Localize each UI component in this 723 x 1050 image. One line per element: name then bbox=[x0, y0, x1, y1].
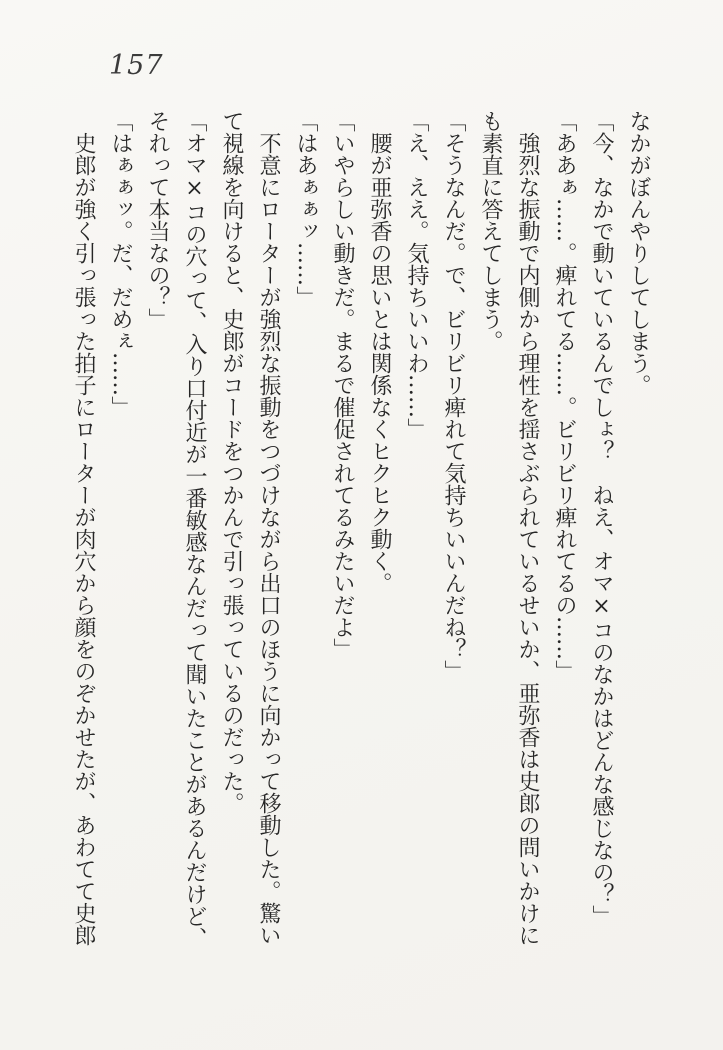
text-column: て視線を向けると、史郎がコードをつかんで引っ張っているのだった。 bbox=[219, 110, 244, 814]
text-column: 史郎が強く引っ張った拍子にローターが肉穴から顔をのぞかせたが、あわてて史郎 bbox=[71, 110, 96, 946]
text-column: 「そうなんだ。で、ビリビリ痺れて気持ちいいんだね？」 bbox=[441, 110, 466, 682]
text-column: も素直に答えてしまう。 bbox=[478, 110, 503, 352]
text-column: それって本当なの？」 bbox=[145, 110, 170, 330]
text-column: 「はあぁぁッ……」 bbox=[293, 110, 318, 308]
text-column: なかがぼんやりしてしまう。 bbox=[626, 110, 651, 396]
text-column: 「ああぁ……。痺れてる……。ビリビリ痺れてるの……」 bbox=[552, 110, 577, 682]
text-column: 「はぁぁッ。だ、だめぇ……」 bbox=[108, 110, 133, 418]
text-column: 「今、なかで動いているんでしょ？ ねえ、オマ×コのなかはどんな感じなの？」 bbox=[589, 110, 614, 927]
text-column: 「いやらしい動きだ。まるで催促されてるみたいだよ」 bbox=[330, 110, 355, 660]
text-column: 腰が亜弥香の思いとは関係なくヒクヒク動く。 bbox=[367, 110, 392, 594]
text-column: 不意にローターが強烈な振動をつづけながら出口のほうに向かって移動した。驚い bbox=[256, 110, 281, 946]
page-number: 157 bbox=[109, 50, 164, 81]
text-column: 「え、ええ。気持ちいいわ……」 bbox=[404, 110, 429, 440]
text-column: 強烈な振動で内側から理性を揺さぶられているせいか、亜弥香は史郎の問いかけに bbox=[515, 110, 540, 946]
text-column: 「オマ×コの穴って、入り口付近が一番敏感なんだって聞いたことがあるんだけど、 bbox=[182, 110, 207, 949]
text-columns bbox=[65, 110, 657, 948]
